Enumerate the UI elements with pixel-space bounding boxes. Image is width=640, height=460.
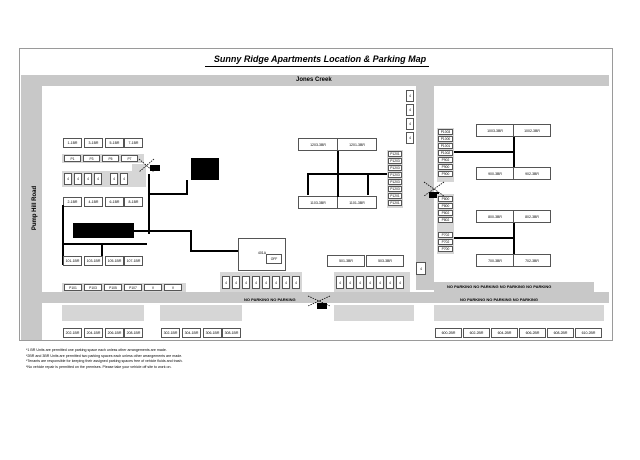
jones-creek-label: Jones Creek bbox=[296, 77, 332, 83]
parking-visitor: V bbox=[164, 284, 182, 291]
small-space: 4 bbox=[336, 276, 344, 289]
parking-p1203: P1203 bbox=[388, 179, 402, 185]
small-space: 4 bbox=[252, 276, 260, 289]
small-space: 4 bbox=[396, 276, 404, 289]
pump-hill-label: Pump Hill Road bbox=[32, 185, 38, 231]
parking-p1: P1 bbox=[64, 155, 81, 162]
unit-304-1br: 304-1BR bbox=[182, 328, 201, 338]
parking-p800: P800 bbox=[438, 196, 453, 202]
unit-208-1br: 208-1BR bbox=[124, 328, 143, 338]
parking-p3: P3 bbox=[83, 155, 100, 162]
walkway bbox=[62, 243, 147, 245]
note-line: *Tenants are responsible for keeping their assigned parking spaces free of vehicle fluids and trash. bbox=[26, 359, 183, 364]
small-space: 4 bbox=[282, 276, 290, 289]
no-parking-right: NO PARKING NO PARKING NO PARKING NO PARKING bbox=[447, 284, 552, 289]
small-space: 4 bbox=[242, 276, 250, 289]
storage-building bbox=[73, 223, 134, 238]
walkway bbox=[307, 173, 387, 175]
office-building bbox=[191, 158, 219, 180]
unit-202-1br: 202-1BR bbox=[63, 328, 82, 338]
map-title: Sunny Ridge Apartments Location & Parking Map bbox=[213, 54, 427, 64]
small-space: 4 bbox=[406, 90, 414, 102]
unit-1-1br: 1-1BR bbox=[63, 138, 82, 148]
walkway bbox=[454, 151, 515, 153]
note-line: *No vehicle repair is permitted on the premises. Please take your vehicle off site to work on. bbox=[26, 364, 172, 369]
parking-p1000: P1000 bbox=[438, 136, 453, 142]
parking-p902: P902 bbox=[438, 157, 453, 163]
parking-p1203: P1203 bbox=[388, 172, 402, 178]
unit-6-1br: 6-1BR bbox=[105, 197, 124, 207]
unit-503-3br: 503-3BR bbox=[366, 255, 404, 267]
parking-p107: P107 bbox=[124, 284, 142, 291]
dumpster bbox=[317, 303, 327, 309]
unit-2-1br: 2-1BR bbox=[63, 197, 82, 207]
parking-p900: P900 bbox=[438, 164, 453, 170]
small-space: 4 bbox=[64, 173, 72, 185]
parking-p802: P802 bbox=[438, 210, 453, 216]
small-space: 4 bbox=[366, 276, 374, 289]
small-space: 4 bbox=[222, 276, 230, 289]
unit-1203-3br: 1203-3BR bbox=[298, 138, 338, 151]
small-space: 4 bbox=[376, 276, 384, 289]
small-space: 4 bbox=[232, 276, 240, 289]
unit-206-1br: 206-1BR bbox=[105, 328, 124, 338]
parking-lot-small-2 bbox=[132, 164, 146, 187]
parking-p5: P5 bbox=[102, 155, 119, 162]
unit-608-2br: 608-2BR bbox=[547, 328, 574, 338]
parking-lot-600 bbox=[434, 305, 604, 321]
dumpster bbox=[150, 165, 160, 171]
unit-105-1br: 105-1BR bbox=[105, 256, 124, 266]
notes bbox=[26, 348, 183, 370]
parking-p700: P700 bbox=[438, 246, 453, 252]
unit-302-1br: 302-1BR bbox=[161, 328, 180, 338]
small-space: 4 bbox=[406, 132, 414, 144]
parking-lot-300 bbox=[160, 305, 242, 321]
small-space: 4 bbox=[94, 173, 102, 185]
small-space: 4 bbox=[406, 104, 414, 116]
small-space: 4 bbox=[110, 173, 118, 185]
title-underline bbox=[205, 66, 429, 67]
unit-8-1br: 8-1BR bbox=[124, 197, 143, 207]
unit-5-1br: 5-1BR bbox=[105, 138, 124, 148]
unit-107-1br: 107-1BR bbox=[124, 256, 143, 266]
small-space: 4 bbox=[406, 118, 414, 130]
unit-1103-3br: 1103-3BR bbox=[298, 196, 338, 209]
parking-p1201: P1201 bbox=[388, 151, 402, 157]
walkway bbox=[148, 174, 150, 234]
unit-900-3br: 900-3BR bbox=[476, 167, 514, 180]
parking-p1201: P1201 bbox=[388, 200, 402, 206]
unit-1003-3br: 1003-3BR bbox=[476, 124, 514, 137]
parking-lot-200 bbox=[62, 305, 144, 321]
parking-p800: P800 bbox=[438, 203, 453, 209]
unit-103-1br: 103-1BR bbox=[84, 256, 103, 266]
unit-604-2br: 604-2BR bbox=[491, 328, 518, 338]
small-space: 4 bbox=[272, 276, 280, 289]
parking-p1203: P1203 bbox=[388, 158, 402, 164]
note-line: *1 BR Units are permitted one parking space each unless other arrangements are made. bbox=[26, 348, 167, 352]
small-space: 4 bbox=[356, 276, 364, 289]
small-space: 4 bbox=[120, 173, 128, 185]
walkway bbox=[186, 180, 188, 195]
no-parking-left: NO PARKING NO PARKING bbox=[244, 297, 296, 302]
walkway bbox=[148, 193, 188, 195]
parking-p702: P702 bbox=[438, 232, 453, 238]
unit-101-1br: 101-1BR bbox=[63, 256, 82, 266]
parking-p1001: P1001 bbox=[438, 143, 453, 149]
unit-610-2br: 610-2BR bbox=[575, 328, 602, 338]
unit-204-1br: 204-1BR bbox=[84, 328, 103, 338]
walkway bbox=[307, 173, 309, 195]
parking-p105: P105 bbox=[104, 284, 122, 291]
unit-702-3br: 702-3BR bbox=[513, 254, 551, 267]
small-space: 4 bbox=[386, 276, 394, 289]
parking-lot-mid bbox=[334, 305, 414, 321]
unit-3-1br: 3-1BR bbox=[84, 138, 103, 148]
parking-p1203: P1203 bbox=[388, 186, 402, 192]
unit-306-1br: 306-1BR bbox=[203, 328, 222, 338]
walkway bbox=[454, 237, 515, 239]
unit-1101-3br: 1101-3BR bbox=[337, 196, 377, 209]
walkway bbox=[134, 230, 192, 232]
parking-p900: P900 bbox=[438, 171, 453, 177]
unit-602-2br: 602-2BR bbox=[463, 328, 490, 338]
parking-p1201: P1201 bbox=[388, 193, 402, 199]
unit-501-3br: 501-3BR bbox=[327, 255, 365, 267]
parking-p101: P101 bbox=[64, 284, 82, 291]
note-line: *2BR and 3BR Units are permitted two parking spaces each unless other arrangements are made. bbox=[26, 353, 183, 358]
unit-308-1br: 308-1BR bbox=[222, 328, 241, 338]
small-space: 4 bbox=[74, 173, 82, 185]
small-space: 4 bbox=[262, 276, 270, 289]
parking-p702: P702 bbox=[438, 239, 453, 245]
unit-902-3br: 902-3BR bbox=[513, 167, 551, 180]
walkway bbox=[367, 173, 369, 195]
walkway bbox=[101, 243, 103, 257]
unit-800-3br: 800-3BR bbox=[476, 210, 514, 223]
small-space: 4 bbox=[346, 276, 354, 289]
vertical-drive bbox=[416, 86, 434, 290]
small-space: 4 bbox=[292, 276, 300, 289]
no-parking-right-2: NO PARKING NO PARKING NO PARKING bbox=[460, 297, 539, 302]
walkway bbox=[190, 250, 240, 252]
parking-visitor: V bbox=[144, 284, 162, 291]
small-space: 4 bbox=[416, 262, 426, 275]
parking-p1002: P1002 bbox=[438, 150, 453, 156]
unit-600-2br: 600-2BR bbox=[435, 328, 462, 338]
unit-802-3br: 802-3BR bbox=[513, 210, 551, 223]
parking-p7: P7 bbox=[121, 155, 138, 162]
unit-606-2br: 606-2BR bbox=[519, 328, 546, 338]
parking-p1003: P1003 bbox=[438, 129, 453, 135]
walkway bbox=[190, 230, 192, 252]
unit-4-1br: 4-1BR bbox=[84, 197, 103, 207]
small-space: 4 bbox=[84, 173, 92, 185]
parking-p103: P103 bbox=[84, 284, 102, 291]
office-label: OFF bbox=[266, 254, 282, 264]
unit-700-3br: 700-3BR bbox=[476, 254, 514, 267]
parking-p802: P802 bbox=[438, 217, 453, 223]
parking-p1203: P1203 bbox=[388, 165, 402, 171]
unit-401a: 401A bbox=[238, 238, 286, 271]
unit-1002-3br: 1002-3BR bbox=[513, 124, 551, 137]
unit-1201-3br: 1201-3BR bbox=[337, 138, 377, 151]
unit-7-1br: 7-1BR bbox=[124, 138, 143, 148]
